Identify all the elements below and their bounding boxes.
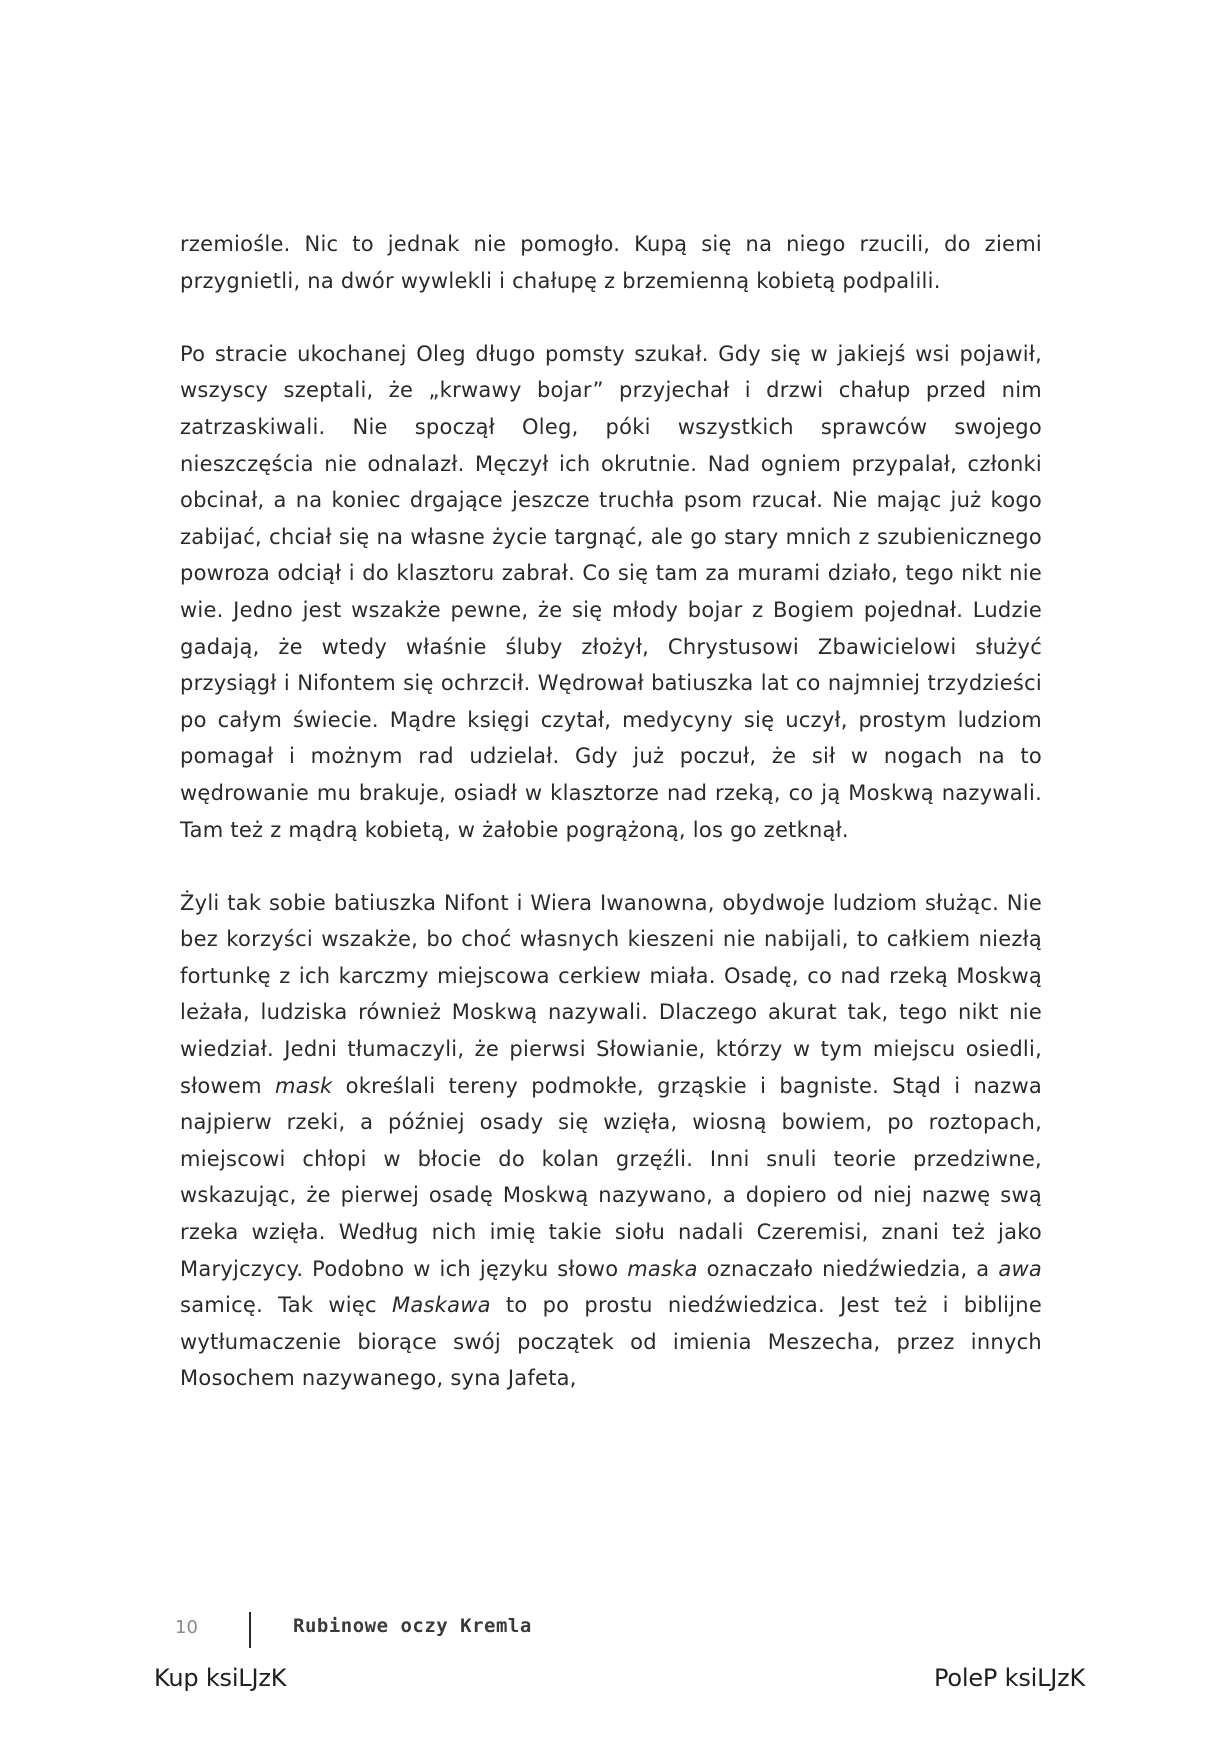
text-segment: to po prostu niedźwiedzica. Jest też i biblijne wytłumaczenie biorące swój początek od imienia Meszecha, przez innych Mosochem nazywanego, syna Jafeta, (180, 1293, 1043, 1391)
page-body (180, 226, 1042, 1397)
buy-book-link[interactable]: Kup ksiLJzK (154, 1664, 287, 1692)
body-paragraph (180, 885, 1042, 1397)
page-number: 10 (175, 1617, 198, 1638)
italic-term: maska (627, 1256, 698, 1281)
text-segment: rzemiośle. Nic to jednak nie pomogło. Kupą się na niego rzucili, do ziemi przygnietli, na dwór wywlekli i chałupę z brzemienną kobietą podpalili. (180, 232, 1042, 293)
text-segment: Żyli tak sobie batiuszka Nifont i Wiera Iwanowna, obydwoje ludziom służąc. Nie bez korzyści wszakże, bo choć własnych kieszeni nie nabijali, to całkiem niezłą fortunkę z ich karczmy miejscowa cerkiew miała. Osadę, co nad rzeką Moskwą leżała, ludziska również Moskwą nazywali. Dlaczego akurat tak, tego nikt nie wiedział. Jedni tłumaczyli, że pierwsi Słowianie, którzy w tym miejscu osiedli, słowem (180, 890, 1042, 1098)
text-segment: oznaczało niedźwiedzia, a (697, 1256, 999, 1281)
italic-term: Maskawa (391, 1293, 491, 1318)
text-segment: Po stracie ukochanej Oleg długo pomsty szukał. Gdy się w jakiejś wsi pojawił, wszyscy szeptali, że „krwawy bojar” przyjechał i drzwi chałup przed nim zatrzaskiwali. Nie spoczął Oleg, póki wszystkich sprawców swojego nieszczęścia nie odnalazł. Męczył ich okrutnie. Nad ogniem przypalał, członki obcinał, a na koniec drgające jeszcze truchła psom rzucał. Nie mając już kogo zabijać, chciał się na własne życie targnąć, ale go stary mnich z szubienicznego powroza odciął i do klasztoru zabrał. Co się tam za murami działo, tego nikt nie wie. Jedno jest wszakże pewne, że się młody bojar z Bogiem pojednał. Ludzie gadają, że wtedy właśnie śluby złożył, Chrystusowi Zbawicielowi służyć przysiągł i Nifontem się ochrzcił. Wędrował batiuszka lat co najmniej trzydzieści po całym świecie. Mądre księgi czytał, medycyny się uczył, prostym ludziom pomagał i możnym rad udzielał. Gdy już poczuł, że sił w nogach na to wędrowanie mu brakuje, osiadł w klasztorze nad rzeką, co ją Moskwą nazywali. Tam też z mądrą kobietą, w żałobie pogrążoną, los go zetknął. (180, 341, 1042, 842)
italic-term: awa (998, 1256, 1042, 1281)
body-paragraph (180, 226, 1042, 299)
italic-term: mask (275, 1073, 333, 1098)
text-segment: określali tereny podmokłe, grząskie i bagniste. Stąd i nazwa najpierw rzeki, a później osady się wzięła, wiosną bowiem, po roztopach, miejscowi chłopi w błocie do kolan grzęźli. Inni snuli teorie przedziwne, wskazując, że pierwej osadę Moskwą nazywano, a dopiero od niej nazwę swą rzeka wzięła. Według nich imię takie siołu nadali Czeremisi, znani też jako Maryjczycy. Podobno w ich języku słowo (180, 1073, 1042, 1281)
text-segment: samicę. Tak więc (180, 1293, 392, 1318)
body-paragraph (180, 336, 1042, 848)
running-title: Rubinowe oczy Kremla (293, 1615, 532, 1637)
footer-divider (249, 1612, 251, 1648)
recommend-book-link[interactable]: PoleP ksiLJzK (934, 1664, 1086, 1692)
